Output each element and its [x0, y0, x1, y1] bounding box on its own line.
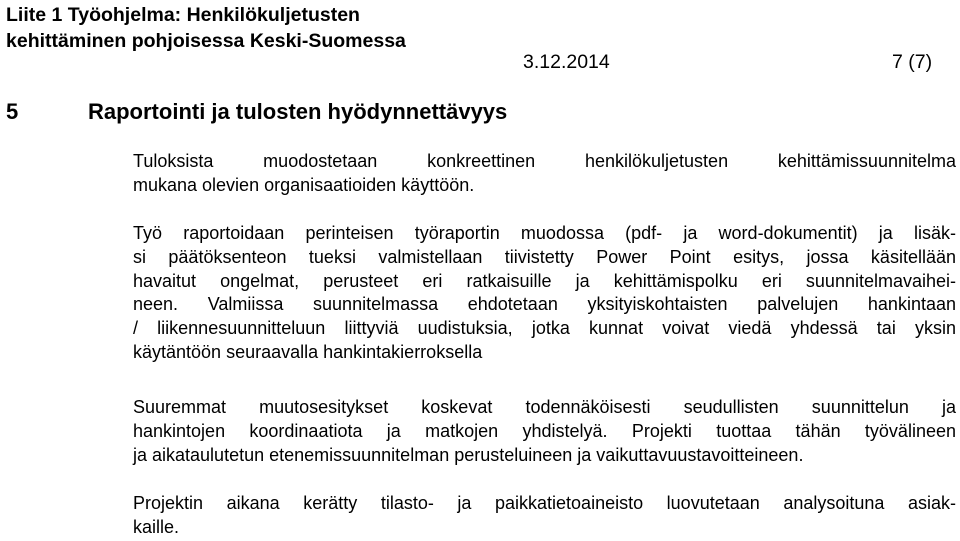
paragraph-line: / liikennesuunnitteluun liittyviä uudistuksia, jotka kunnat voivat viedä yhdessä tai yksin	[133, 318, 956, 339]
paragraph-4	[133, 492, 956, 540]
paragraph-line: Tuloksista muodostetaan konkreettinen henkilökuljetusten kehittämissuunnitelma	[133, 151, 956, 171]
header-title-line: kehittäminen pohjoisessa Keski-Suomessa	[6, 30, 406, 52]
paragraph-line: Suuremmat muutosesitykset koskevat todennäköisesti seudullisten suunnittelun ja	[133, 397, 956, 417]
section-title: Raportointi ja tulosten hyödynnettävyys	[88, 99, 508, 124]
paragraph-2	[133, 222, 956, 365]
paragraph-line: ja aikataulutetun etenemissuunnitelman perusteluineen ja vaikuttavuustavoitteineen.	[133, 444, 804, 465]
header-title-line: Liite 1 Työohjelma: Henkilökuljetusten	[6, 4, 360, 26]
header-page-number: 7 (7)	[892, 51, 933, 73]
paragraph-3	[133, 396, 956, 467]
header-title	[6, 2, 406, 54]
paragraph-line: si päätöksenteon tueksi valmistellaan tiivistetty Power Point esitys, jossa käsitellään	[133, 246, 956, 267]
paragraph-line: hankintojen koordinaatiota ja matkojen yhdistelyä. Projekti tuottaa tähän työvälineen	[133, 420, 956, 441]
paragraph-1	[133, 150, 956, 198]
header-date: 3.12.2014	[523, 51, 610, 73]
paragraph-line: kaille.	[133, 516, 180, 537]
paragraph-line: Projektin aikana kerätty tilasto- ja paikkatietoaineisto luovutetaan analysoituna asiak-	[133, 493, 956, 513]
paragraph-line: neen. Valmiissa suunnitelmassa ehdotetaan yksityiskohtaisten palvelujen hankintaan	[133, 294, 956, 315]
section-number: 5	[6, 99, 19, 124]
paragraph-line: havaitut ongelmat, perusteet eri ratkaisuille ja kehittämispolku eri suunnitelmavaihei-	[133, 270, 956, 291]
paragraph-line: Työ raportoidaan perinteisen työraportin muodossa (pdf- ja word-dokumentit) ja lisäk-	[133, 223, 956, 243]
paragraph-line: käytäntöön seuraavalla hankintakierroksella	[133, 341, 483, 362]
paragraph-line: mukana olevien organisaatioiden käyttöön.	[133, 174, 475, 195]
